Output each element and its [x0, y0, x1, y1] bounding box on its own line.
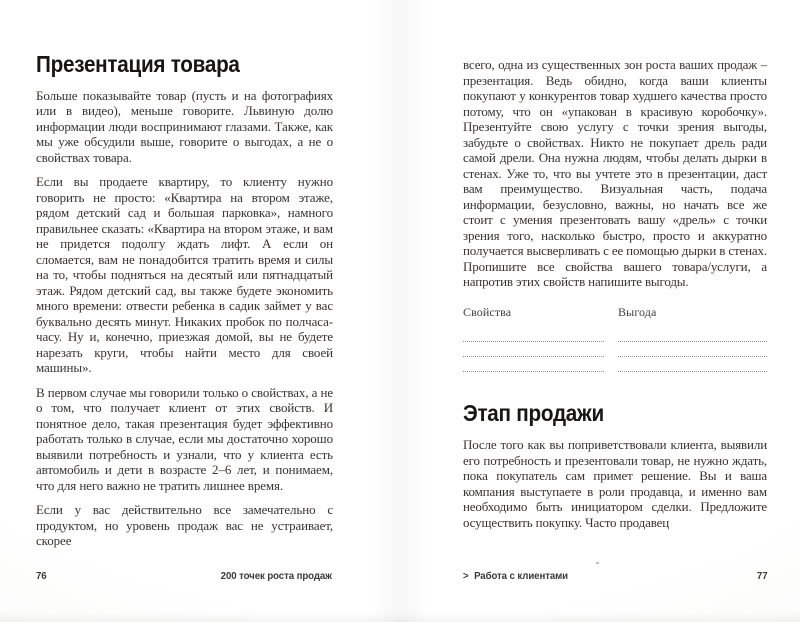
body-paragraph: В первом случае мы говорили только о свойствах, а не о том, что получает клиент от этих свойств. И понятное дело, такая презентация будет эффективно работать только в случае, если мы достаточно хорошо выявили потребность и узнали, что у клиента есть автомобиль и дети в возрасте 2–6 лет, и понимаем, что для него важно не тратить лишнее время.: [36, 384, 333, 493]
left-page: [36, 52, 333, 558]
page-number: 77: [756, 570, 767, 582]
page-number: 76: [36, 570, 47, 582]
table-column-header-benefit: Выгода: [618, 304, 657, 319]
body-paragraph: Если вы продаете квартиру, то клиенту нужно говорить не просто: «Квартира на втором этаже, рядом детский сад и большая парковка», намного правильнее сказать: «Квартира на втором этаже, и вам не придется подолгу ждать лифт. А если он сломается, вам не понадобится тратить время и силы на то, чтобы подняться на десятый или пятнадцатый этаж. Рядом детский сад, вы также будете экономить много времени: отвести ребенка в садик займет у вас буквально десять минут. Никаких пробок по полчаса-часу. Ну и, конечно, приезжая домой, вы не будете нарезать круги, чтобы найти место для своей машины».: [36, 174, 333, 376]
dust-speck: [596, 562, 599, 564]
right-page-footer: [463, 570, 767, 582]
section-heading: Этап продажи: [463, 399, 604, 426]
blank-dotted-line: [463, 327, 604, 342]
blank-dotted-line: [618, 357, 767, 372]
running-title: 200 точек роста продаж: [220, 570, 332, 582]
fill-in-table-properties-column: [463, 305, 604, 372]
chapter-heading: Презентация товара: [36, 51, 240, 77]
right-page: [463, 57, 767, 539]
body-paragraph: После того как вы поприветствовали клиента, выявили его потребность и презентовали товар, не нужно ждать, пока покупатель сам примет решение. Вы и ваша компания выступаете в роли продавца, и именно вам необходимо быть инициатором сделки. Предложите осуществить покупку. Часто продавец: [463, 437, 767, 530]
blank-dotted-line: [463, 357, 604, 372]
table-column-header-properties: Свойства: [463, 304, 512, 319]
body-paragraph: Больше показывайте товар (пусть и на фотографиях или в видео), меньше говорите. Львиную долю информации люди воспринимают глазами. Также, как мы уже обсудили выше, говорите о выгодах, а не о свойствах товара.: [36, 87, 333, 165]
chapter-reference: [463, 570, 568, 582]
blank-dotted-line: [463, 342, 604, 357]
blank-dotted-line: [618, 327, 767, 342]
fill-in-table-benefit-column: [618, 305, 767, 372]
chapter-title: Работа с клиентами: [474, 570, 569, 582]
fill-in-table: [463, 305, 767, 372]
body-paragraph-continuation: всего, одна из существенных зон роста ваших продаж – презентация. Ведь обидно, когда ваши клиенты покупают у конкурентов товар худшего качества просто потому, что он «упакован в красивую коробочку». Презентуйте свою услугу с точки зрения выгоды, забудьте о свойствах. Никто не покупает дрель ради самой дрели. Она нужна людям, чтобы делать дырки в стенах. Уже то, что вы учтете это в презентации, даст вам преимущество. Визуальная часть, подача информации, безусловно, важны, но начать все же стоит с умения презентовать вашу «дрель» с точки зрения того, насколько быстро, просто и аккуратно получается высверливать с ее помощью дырки в стенах. Пропишите все свойства вашего товара/услуги, а напротив этих свойств напишите выгоды.: [463, 57, 768, 289]
blank-dotted-line: [618, 342, 767, 357]
page-bottom-edge-shadow: [0, 612, 800, 622]
left-page-footer: [36, 570, 332, 582]
chapter-marker: >: [463, 570, 469, 582]
body-paragraph: Если у вас действительно все замечательно с продуктом, но уровень продаж вас не устраивает, скорее: [36, 502, 333, 549]
page-gutter-shadow: [372, 0, 428, 622]
